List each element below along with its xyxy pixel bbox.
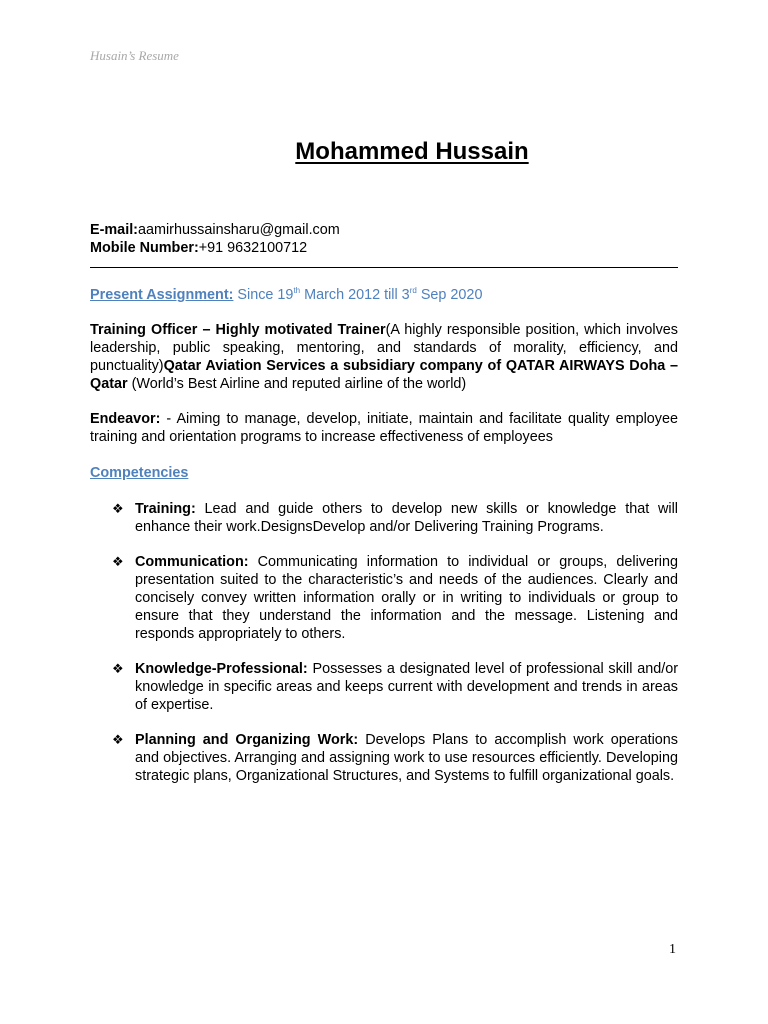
diamond-bullet-icon: ❖ — [112, 661, 124, 676]
competency-text: Develops Plans to accomplish work operations and objectives. Arranging and assigning work to use resources efficiently. Developing strategic plans, Organizational Structures, and Systems to fulfill organizational goals. — [135, 732, 678, 784]
employer-name: Qatar Aviation Services a subsidiary company of QATAR AIRWAYS Doha – Qatar — [90, 358, 678, 392]
assignment-since-sup: th — [293, 286, 301, 296]
endeavor-paragraph — [90, 410, 678, 446]
competency-label: Knowledge-Professional: — [135, 661, 308, 677]
competency-label: Communication: — [135, 554, 249, 570]
competency-text: Communicating information to individual or groups, delivering presentation suited to the characteristic’s and needs of the audiences. Clearly and concisely convey written information orally or in writing to individuals or group to ensure that they understand the information and the message. Listening and responds appropriately to others. — [135, 554, 678, 642]
competency-text: Lead and guide others to develop new skills or knowledge that will enhance their work.DesignsDevelop and/or Delivering Training Programs. — [135, 501, 678, 535]
page-header: Husain’s Resume — [90, 48, 179, 63]
list-item — [90, 660, 678, 714]
training-officer-paragraph — [90, 321, 678, 393]
assignment-since: Since 19 — [237, 287, 294, 303]
present-assignment — [90, 286, 678, 304]
diamond-bullet-icon: ❖ — [112, 732, 124, 747]
diamond-bullet-icon: ❖ — [112, 501, 124, 516]
assignment-till-sup: rd — [409, 286, 417, 296]
endeavor-text: - Aiming to manage, develop, initiate, maintain and facilitate quality employee training and orientation programs to increase effectiveness of employees — [90, 411, 678, 445]
mobile-value: +91 9632100712 — [198, 240, 308, 256]
mobile-label: Mobile Number: — [90, 240, 199, 256]
list-item — [90, 553, 678, 643]
employer-description: (World’s Best Airline and reputed airline of the world) — [127, 376, 467, 392]
assignment-mid: March 2012 till 3 — [300, 287, 410, 303]
email-line — [90, 221, 678, 239]
role-title: Training Officer – Highly motivated Trainer — [90, 322, 386, 338]
diamond-bullet-icon: ❖ — [112, 554, 124, 569]
competencies-heading — [90, 464, 678, 482]
contact-block — [90, 221, 678, 257]
mobile-line — [90, 239, 678, 257]
list-item — [90, 731, 678, 785]
endeavor-label: Endeavor: — [90, 411, 161, 427]
email-value: aamirhussainsharu@gmail.com — [137, 222, 340, 238]
present-assignment-label: Present Assignment: — [90, 287, 234, 303]
page-title: Mohammed Hussain — [295, 138, 529, 165]
competency-text: Possesses a designated level of professional skill and/or knowledge in specific areas and keeps current with development and trends in areas of expertise. — [135, 661, 678, 713]
competencies-title: Competencies — [90, 465, 189, 481]
list-item — [90, 500, 678, 536]
page-number: 1 — [669, 942, 676, 957]
assignment-end: Sep 2020 — [416, 287, 483, 303]
email-label: E-mail: — [90, 222, 138, 238]
header-divider — [90, 267, 678, 268]
competency-label: Planning and Organizing Work: — [135, 732, 359, 748]
competencies-list — [90, 500, 678, 802]
role-description: (A highly responsible position, which involves leadership, public speaking, mentoring, and standards of morality, efficiency, and punctuality) — [90, 322, 679, 374]
competency-label: Training: — [135, 501, 196, 517]
